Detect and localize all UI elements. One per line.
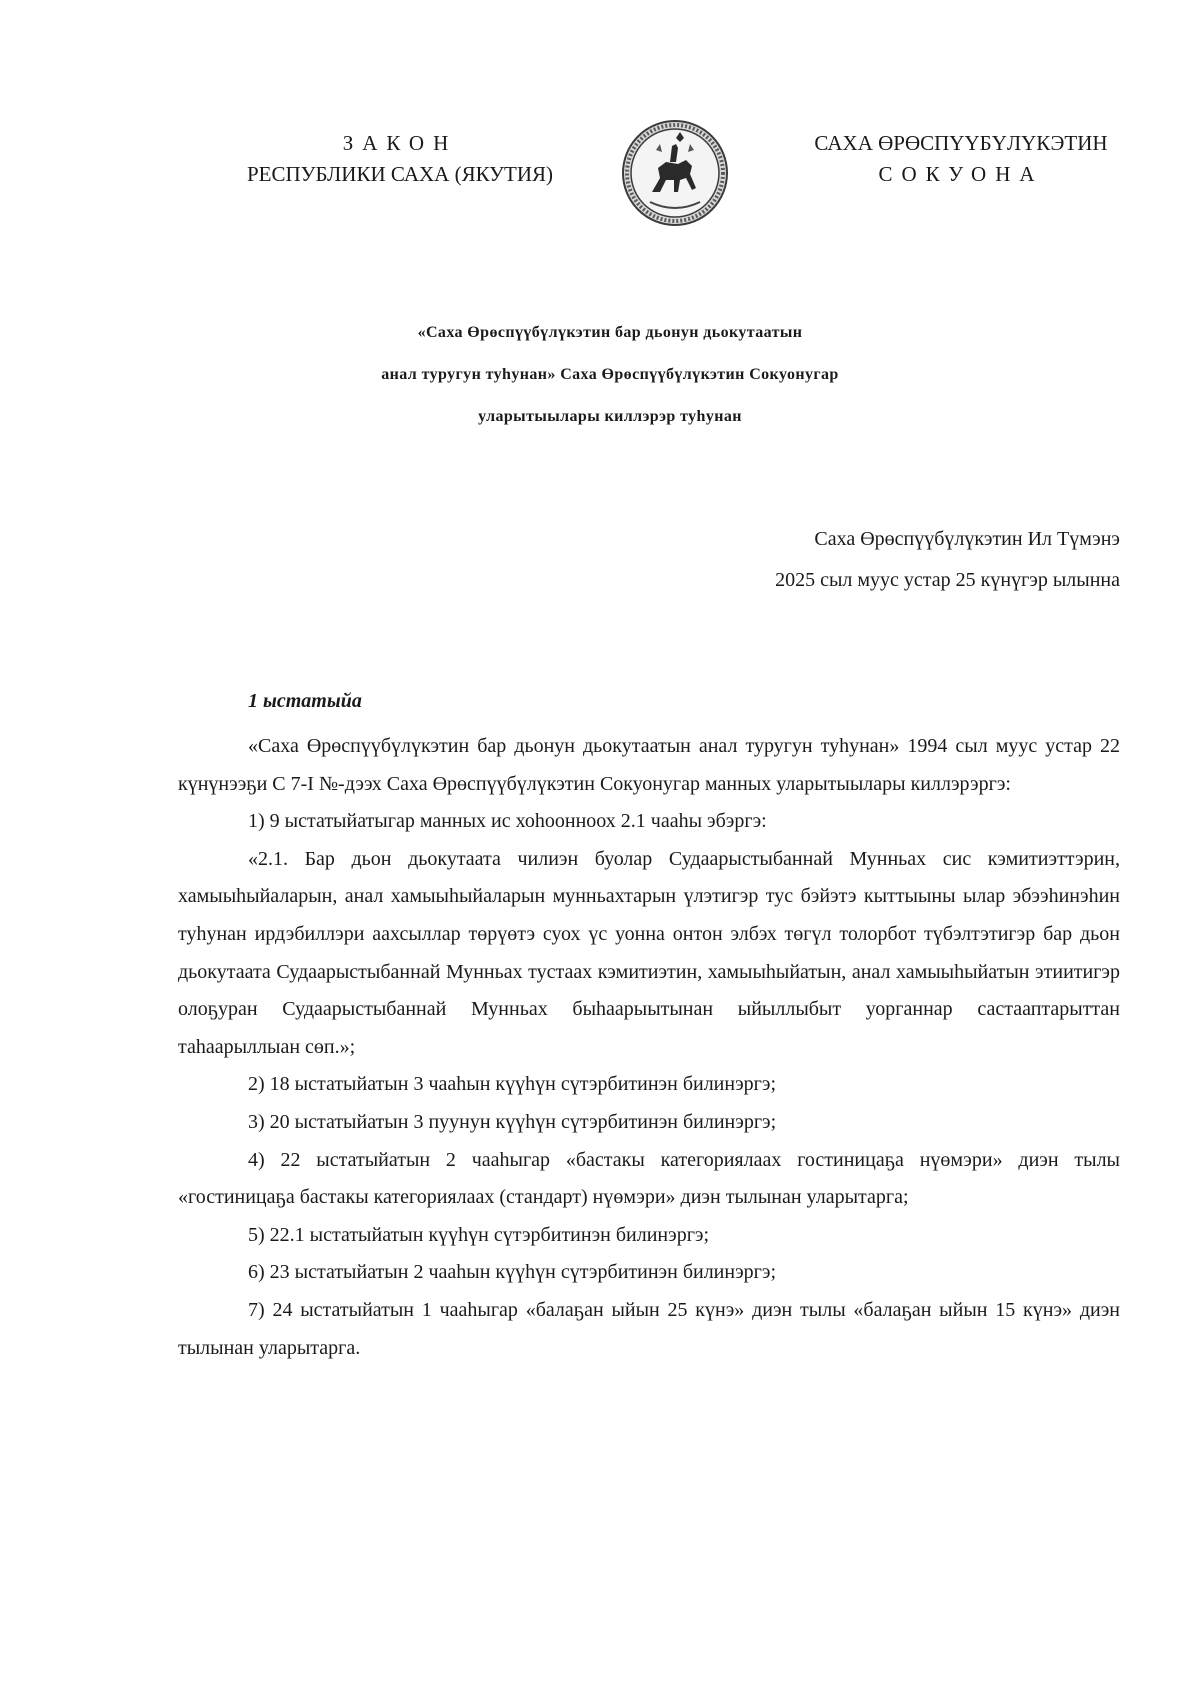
article-paragraph: 2) 18 ыстатыйатын 3 чааһын күүһүн сүтэрбитинэн билинэргэ;: [248, 1073, 777, 1096]
coat-of-arms-emblem: [620, 118, 730, 228]
article-paragraph: «Саха Өрөспүүбүлүкэтин бар дьонун дьокутаатын анал туругун туһунан» 1994 сыл муус устар 22 күнүнээҕи С 7-I №-дээх Саха Өрөспүүбүлүкэтин Сокуонугар манных уларытыылары киллэрэргэ:: [178, 735, 1120, 795]
republic-name: РЕСПУБЛИКИ САХА (ЯКУТИЯ): [246, 162, 554, 186]
title-line-2: анал туругун туһунан» Саха Өрөспүүбүлүкэтин Сокуонугар: [381, 366, 839, 383]
title-line-1: «Саха Өрөспүүбүлүкэтин бар дьонун дьокутаатын: [417, 324, 803, 341]
adoption-date: 2025 сыл муус устар 25 күнүгэр ылынна: [775, 569, 1120, 591]
adopting-body: Саха Өрөспүүбүлүкэтин Ил Түмэнэ: [814, 528, 1120, 550]
article-paragraph: 1) 9 ыстатыйатыгар манных ис хоһоонноох 2.1 чааһы эбэргэ:: [248, 810, 767, 833]
law-title: [180, 312, 1040, 438]
title-line-3: уларытыылары киллэрэр туһунан: [478, 408, 742, 425]
article-paragraph: 6) 23 ыстатыйатын 2 чааһын күүһүн сүтэрбитинэн билинэргэ;: [248, 1261, 777, 1284]
republic-name-sakha: САХА ӨРӨСПҮҮБҮЛҮКЭТИН: [814, 131, 1108, 155]
article-paragraph: 7) 24 ыстатыйатын 1 чааһыгар «балаҕан ыйын 25 күнэ» диэн тылы «балаҕан ыйын 15 күнэ» диэн тылынан уларытарга.: [178, 1298, 1120, 1359]
header-left-block: [205, 128, 595, 190]
article-paragraph: 3) 20 ыстатыйатын 3 пуунун күүһүн сүтэрбитинэн билинэргэ;: [248, 1110, 777, 1133]
law-label: ЗАКОН: [342, 131, 458, 155]
adoption-note: [775, 519, 1120, 601]
article-paragraph: 4) 22 ыстатыйатын 2 чааһыгар «бастакы категориялаах гостиницаҕа нүөмэри» диэн тылы «гостиницаҕа бастакы категориялаах (стандарт) нүөмэри» диэн тылынан уларытарга;: [178, 1148, 1120, 1209]
header-right-block: [790, 128, 1132, 190]
article-paragraph: «2.1. Бар дьон дьокутаата чилиэн буолар Судаарыстыбаннай Мунньах сис кэмитиэттэрин, хамыыһыйаларын, анал хамыыһыйаларын мунньахтарын үлэтигэр тус бэйэтэ кыттыыны ылар эбээһинэһин туһунан ирдэбиллэри аахсыллар төрүөтэ суох үс уонна онтон элбэх төгүл толорбот түбэлтэтигэр бар дьон дьокутаата Судаарыстыбаннай Мунньах тустаах кэмитиэтин, хамыыһыйатын, анал хамыыһыйатын этиитигэр олоҕуран Судаарыстыбаннай Мунньах быһаарыытынан ыйыллыбыт уорганнар састааптарыттан таһаарыллыан сөп.»;: [178, 847, 1120, 1058]
law-label-sakha: СОКУОНА: [878, 162, 1044, 186]
article-body: [178, 728, 1120, 1367]
article-heading: 1 ыстатыйа: [248, 690, 362, 712]
article-paragraph: 5) 22.1 ыстатыйатын күүһүн сүтэрбитинэн билинэргэ;: [248, 1223, 710, 1246]
